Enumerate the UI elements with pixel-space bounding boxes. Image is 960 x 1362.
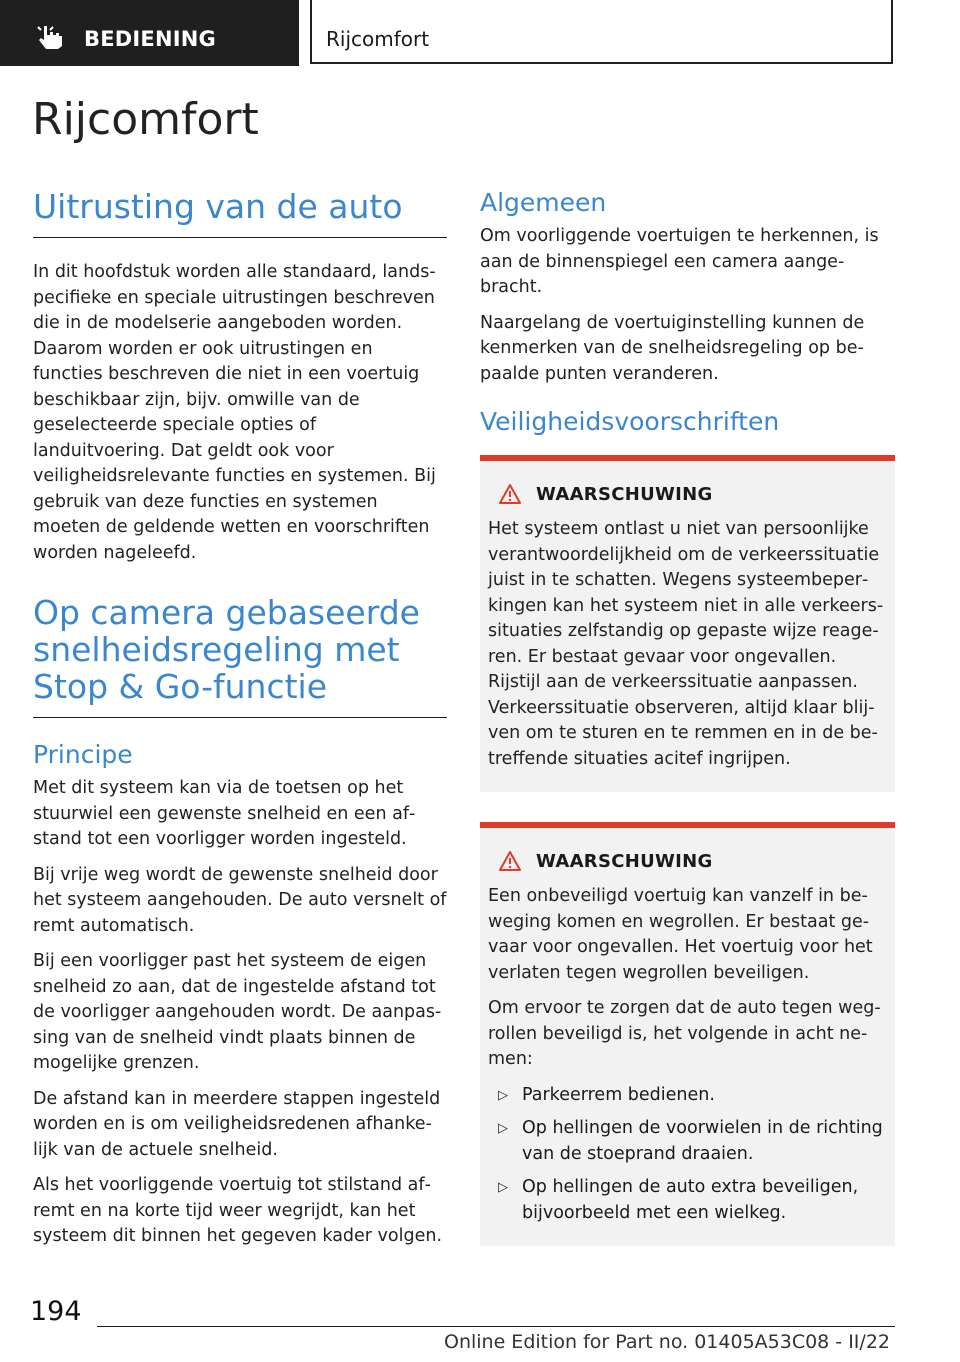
left-column xyxy=(33,188,447,1260)
paragraph-principle-5: Als het voorliggende voertuig tot stilstand afremt en na korte tijd weer wegrijdt, kan het systeem dit binnen het gegeven kader volgen. xyxy=(33,1175,443,1246)
section-tab[interactable] xyxy=(0,0,299,66)
right-column xyxy=(480,188,895,1246)
heading-safety: Veiligheidsvoorschriften xyxy=(480,407,780,436)
warning-triangle-icon xyxy=(498,483,522,505)
heading-acc: Op camera gebaseerde snelheidsregeling met Stop & Go-functie xyxy=(33,594,447,718)
paragraph-principle-3: Bij een voorligger past het systeem de eigen snelheid zo aan, dat de ingestelde afstand tot de voorligger aangehouden wordt. De aanpassing van de snelheid vindt plaats binnen de mogelijke grenzen. xyxy=(33,951,442,1073)
breadcrumb-label: Rijcomfort xyxy=(326,27,430,51)
warning-text-1: Een onbeveiligd voertuig kan vanzelf in beweging komen en wegrollen. Er bestaat gevaar voor ongevallen. Het voertuig voor het verlaten tegen wegrollen beveiligen. xyxy=(488,886,873,983)
triangle-bullet-icon: ▷ xyxy=(498,1180,508,1195)
paragraph-principle-1: Met dit systeem kan via de toetsen op het stuurwiel een gewenste snelheid en een afstand tot een voorligger worden ingesteld. xyxy=(33,778,416,849)
list-item: ▷ Op hellingen de auto extra beveiligen, bijvoorbeeld met een wielkeg. xyxy=(498,1177,859,1223)
heading-principle: Principe xyxy=(33,740,133,769)
heading-general: Algemeen xyxy=(480,188,607,217)
triangle-bullet-icon: ▷ xyxy=(498,1121,508,1136)
warning-title: WAARSCHUWING xyxy=(536,483,713,505)
list-item: ▷ Parkeerrem bedienen. xyxy=(488,1083,887,1109)
warning-list xyxy=(488,1083,887,1227)
section-label: BEDIENING xyxy=(84,27,216,51)
warning-text: Het systeem ontlast u niet van persoonlijke verantwoordelijkheid om de verkeerssituatie juist in te schatten. Wegens systeembeperkingen kan het systeem niet in alle verkeerssituaties zelfstandig op gepaste wijze reageren. Er bestaat gevaar voor ongevallen. Rijstijl aan de verkeerssituatie aanpassen. Verkeerssituatie observeren, altijd klaar blijven om te sturen en te remmen en in de betreffende situaties acitef ingrijpen. xyxy=(488,519,884,769)
triangle-bullet-icon: ▷ xyxy=(498,1087,508,1103)
paragraph-equipment: In dit hoofdstuk worden alle standaard, landspecifieke en speciale uitrustingen beschreven die in de modelserie aangeboden worden. Daarom worden er ook uitrustingen en functies beschreven die niet in een voertuig beschikbaar zijn, bijv. omwille van de geselecteerde speciale opties of landuitvoering. Dat geldt ook voor veiligheidsrelevante functies en systemen. Bij gebruik van deze functies en systemen moeten de geldende wetten en voorschriften worden nageleefd. xyxy=(33,262,436,563)
heading-equipment: Uitrusting van de auto xyxy=(33,188,447,238)
warning-text-2: Om ervoor te zorgen dat de auto tegen wegrollen beveiligd is, het volgende in acht nemen: xyxy=(488,998,881,1069)
breadcrumb[interactable] xyxy=(310,0,893,64)
footer-divider xyxy=(97,1326,895,1327)
warning-box-2 xyxy=(480,822,895,1246)
edition-footer: Online Edition for Part no. 01405A53C08 - II/22 xyxy=(443,1331,890,1353)
hand-pointer-icon xyxy=(36,24,66,50)
paragraph-general-1: Om voorliggende voertuigen te herkennen, is aan de binnenspiegel een camera aangebracht. xyxy=(480,226,879,297)
warning-box-1 xyxy=(480,455,895,792)
page-title: Rijcomfort xyxy=(32,94,259,145)
paragraph-principle-2: Bij vrije weg wordt de gewenste snelheid door het systeem aangehouden. De auto versnelt of remt automatisch. xyxy=(33,864,447,936)
paragraph-principle-4: De afstand kan in meerdere stappen ingesteld worden en is om veiligheidsredenen afhankelijk van de actuele snelheid. xyxy=(33,1088,441,1160)
page-number: 194 xyxy=(30,1296,82,1327)
warning-triangle-icon xyxy=(498,850,522,872)
paragraph-general-2: Naargelang de voertuiginstelling kunnen de kenmerken van de snelheidsregeling op bepaalde punten veranderen. xyxy=(480,312,865,384)
list-item: ▷ Op hellingen de voorwielen in de richting van de stoeprand draaien. xyxy=(498,1118,883,1164)
warning-title: WAARSCHUWING xyxy=(536,850,713,872)
